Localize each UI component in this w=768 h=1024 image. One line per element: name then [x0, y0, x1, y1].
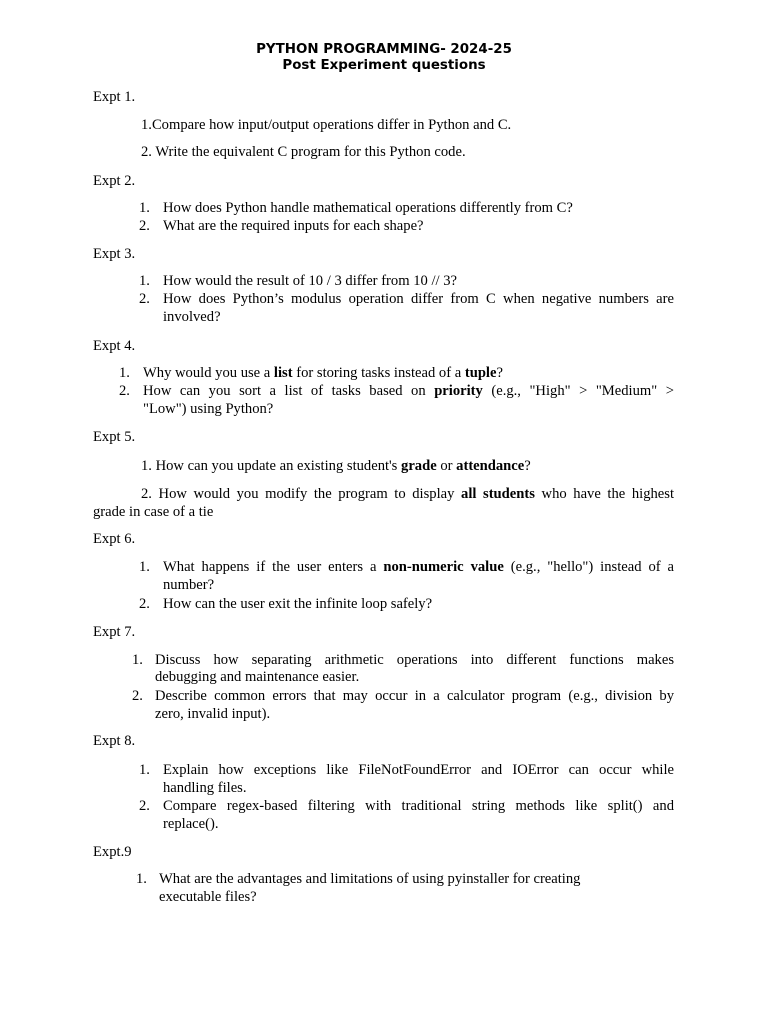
expt-4-question-2: How can you sort a list of tasks based on priority (e.g., "High" > "Medium" > [143, 383, 674, 399]
expt-5-question-1: 1. How can you update an existing student's grade or attendance? [141, 458, 531, 474]
list-number: 2. [139, 291, 150, 307]
expt-1-label: Expt 1. [93, 89, 136, 105]
expt-1-question-2: 2. Write the equivalent C program for this Python code. [141, 144, 466, 160]
list-number: 1. [139, 273, 150, 289]
list-number: 1. [132, 652, 143, 668]
expt-8-question-1: Explain how exceptions like FileNotFoundError and IOError can occur while [163, 762, 674, 778]
expt-9-question-1: What are the advantages and limitations of using pyinstaller for creating [159, 871, 581, 887]
list-number: 1. [136, 871, 147, 887]
expt-7-question-2: Describe common errors that may occur in a calculator program (e.g., division by [155, 688, 674, 704]
expt-3-question-2-cont: involved? [163, 309, 221, 325]
expt-3-label: Expt 3. [93, 246, 136, 262]
expt-4-label: Expt 4. [93, 338, 136, 354]
list-number: 1. [139, 200, 150, 216]
expt-2-question-2: What are the required inputs for each shape? [163, 218, 424, 234]
expt-6-question-2: How can the user exit the infinite loop safely? [163, 596, 433, 612]
expt-5-label: Expt 5. [93, 429, 136, 445]
expt-4-question-2-cont: "Low") using Python? [143, 401, 274, 417]
list-number: 1. [139, 559, 150, 575]
page-title: PYTHON PROGRAMMING- 2024-25 [256, 42, 512, 57]
expt-8-question-2-cont: replace(). [163, 816, 219, 832]
expt-7-question-1: Discuss how separating arithmetic operations into different functions makes [155, 652, 674, 668]
expt-8-question-2: Compare regex-based filtering with traditional string methods like split() and [163, 798, 674, 814]
expt-7-label: Expt 7. [93, 624, 136, 640]
expt-2-question-1: How does Python handle mathematical operations differently from C? [163, 200, 573, 216]
expt-4-question-1: Why would you use a list for storing tasks instead of a tuple? [143, 365, 503, 381]
expt-8-question-1-cont: handling files. [163, 780, 247, 796]
expt-9-question-1-cont: executable files? [159, 889, 257, 905]
list-number: 2. [132, 688, 143, 704]
expt-6-question-1-cont: number? [163, 577, 215, 593]
expt-5-question-2-cont: grade in case of a tie [93, 504, 214, 520]
page-subtitle: Post Experiment questions [282, 58, 486, 73]
expt-6-label: Expt 6. [93, 531, 136, 547]
list-number: 2. [139, 798, 150, 814]
list-number: 1. [139, 762, 150, 778]
list-number: 2. [139, 218, 150, 234]
list-number: 2. [119, 383, 130, 399]
expt-2-label: Expt 2. [93, 173, 136, 189]
list-number: 1. [119, 365, 130, 381]
expt-8-label: Expt 8. [93, 733, 136, 749]
expt-1-question-1: 1.Compare how input/output operations differ in Python and C. [141, 117, 512, 133]
expt-7-question-1-cont: debugging and maintenance easier. [155, 669, 360, 685]
expt-7-question-2-cont: zero, invalid input). [155, 706, 271, 722]
expt-6-question-1: What happens if the user enters a non-numeric value (e.g., "hello") instead of a [163, 559, 675, 575]
expt-5-question-2: 2. How would you modify the program to display all students who have the highest [141, 486, 674, 502]
expt-3-question-2: How does Python’s modulus operation differ from C when negative numbers are [163, 291, 674, 307]
expt-9-label: Expt.9 [93, 844, 132, 860]
list-number: 2. [139, 596, 150, 612]
expt-3-question-1: How would the result of 10 / 3 differ from 10 // 3? [163, 273, 457, 289]
